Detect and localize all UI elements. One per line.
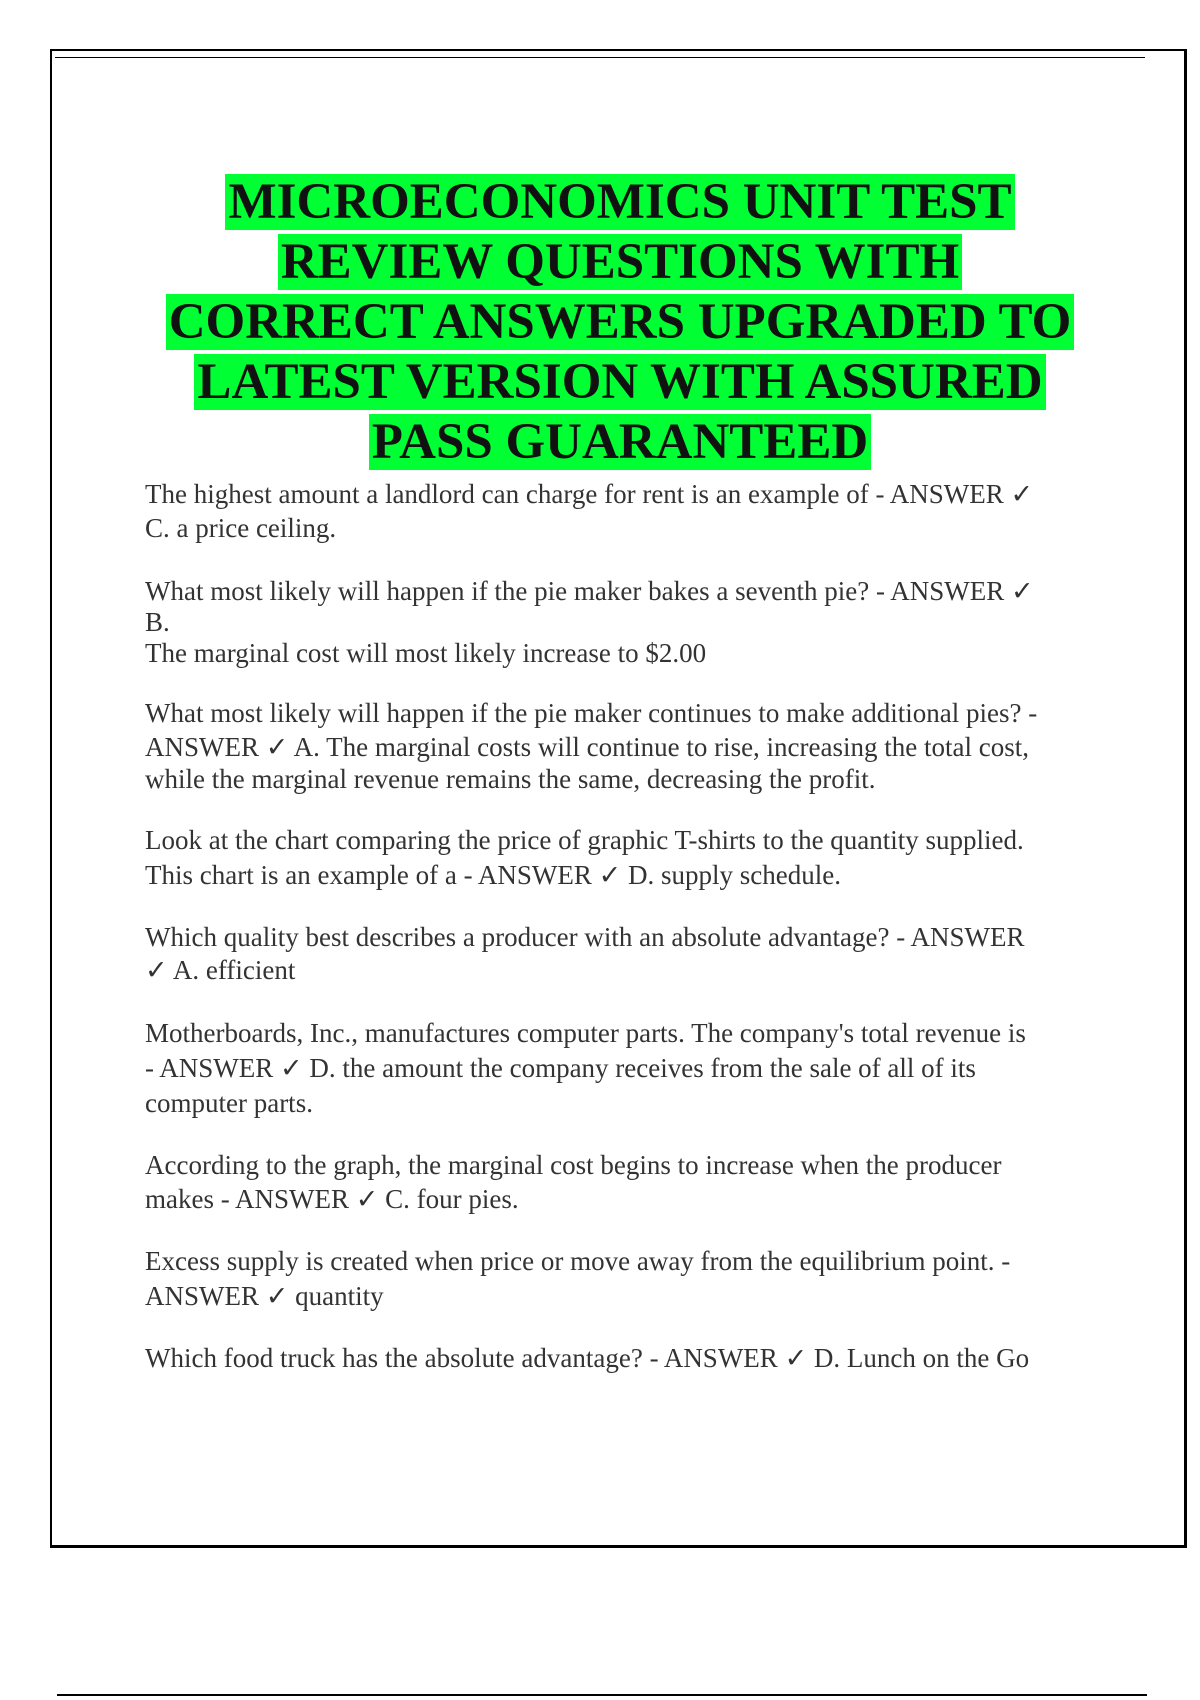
qa-item <box>145 478 1095 545</box>
title-line <box>130 172 1110 232</box>
qa-line: What most likely will happen if the pie maker bakes a seventh pie? - ANSWER ✓ <box>145 576 1034 606</box>
title-line-text: MICROECONOMICS UNIT TEST <box>225 174 1014 230</box>
qa-line: Which quality best describes a producer with an absolute advantage? - ANSWER <box>145 921 1025 952</box>
bottom-rule <box>57 1694 1147 1696</box>
title-line <box>130 352 1110 412</box>
top-rule <box>55 57 1145 58</box>
qa-item <box>145 921 1095 988</box>
document-title <box>130 172 1110 472</box>
qa-line: Look at the chart comparing the price of graphic T-shirts to the quantity supplied. <box>145 824 1024 855</box>
qa-item <box>145 1148 1095 1216</box>
qa-line: B. <box>145 607 170 637</box>
qa-line: makes - ANSWER ✓ C. four pies. <box>145 1183 519 1214</box>
title-line <box>130 292 1110 352</box>
question-answer-list <box>145 478 1095 1375</box>
title-line-text: PASS GUARANTEED <box>369 414 871 470</box>
qa-line: computer parts. <box>145 1087 313 1118</box>
qa-line: What most likely will happen if the pie maker continues to make additional pies? - <box>145 698 1038 728</box>
qa-line: The marginal cost will most likely increase to $2.00 <box>145 638 707 668</box>
qa-line: The highest amount a landlord can charge for rent is an example of - ANSWER ✓ <box>145 479 1034 509</box>
qa-item <box>145 697 1095 795</box>
title-line-text: REVIEW QUESTIONS WITH <box>278 234 962 290</box>
qa-line: This chart is an example of a - ANSWER ✓ D. supply schedule. <box>145 859 841 890</box>
qa-line: Motherboards, Inc., manufactures computer parts. The company's total revenue is <box>145 1017 1026 1048</box>
qa-line: ✓ A. efficient <box>145 955 296 985</box>
title-line-text: CORRECT ANSWERS UPGRADED TO <box>166 294 1075 350</box>
qa-item <box>145 1244 1095 1314</box>
qa-line: - ANSWER ✓ D. the amount the company receives from the sale of all of its <box>145 1052 976 1083</box>
qa-line: ANSWER ✓ quantity <box>145 1280 384 1311</box>
qa-line: Excess supply is created when price or move away from the equilibrium point. - <box>145 1245 1011 1276</box>
title-line-text: LATEST VERSION WITH ASSURED <box>194 354 1045 410</box>
qa-item <box>145 1016 1095 1120</box>
qa-line: C. a price ceiling. <box>145 512 337 543</box>
qa-line: Which food truck has the absolute advantage? - ANSWER ✓ D. Lunch on the Go <box>145 1342 1030 1373</box>
qa-item <box>145 823 1095 893</box>
qa-line: According to the graph, the marginal cost begins to increase when the producer <box>145 1149 1002 1180</box>
qa-item <box>145 1342 1095 1375</box>
qa-line: while the marginal revenue remains the same, decreasing the profit. <box>145 763 876 794</box>
title-line <box>130 412 1110 472</box>
qa-line: ANSWER ✓ A. The marginal costs will continue to rise, increasing the total cost, <box>145 731 1029 762</box>
qa-item <box>145 576 1095 669</box>
title-line <box>130 232 1110 292</box>
